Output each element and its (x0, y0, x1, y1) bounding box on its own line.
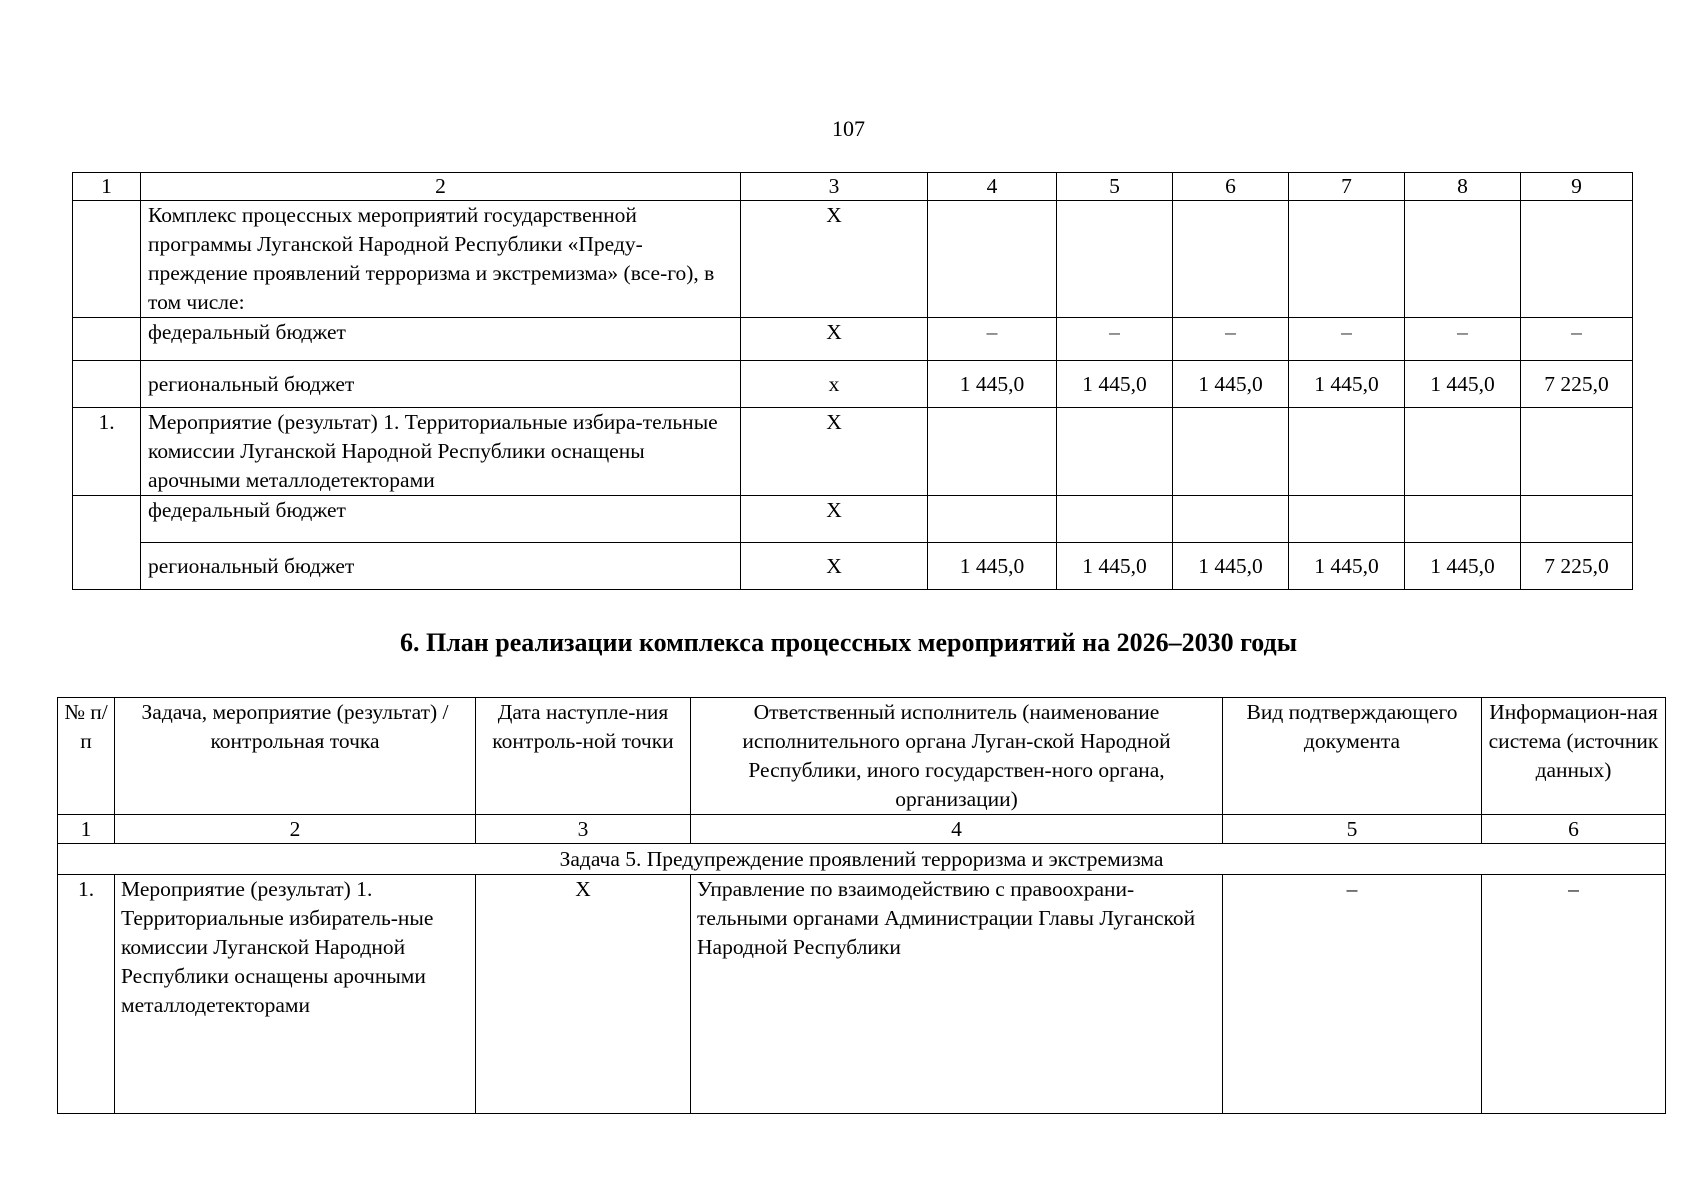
row-name: Комплекс процессных мероприятий государственной программы Луганской Народной Республики «Преду-преждение проявлений терроризма и экстремизма» (все-го), в том числе: (141, 201, 741, 318)
task-title: Задача 5. Предупреждение проявлений терроризма и экстремизма (58, 844, 1666, 875)
item-name: Мероприятие (результат) 1. Территориальные избиратель-ные комиссии Луганской Народной Республики оснащены арочными металлодетекторами (115, 875, 476, 1114)
value-cell (1173, 408, 1289, 496)
value-cell (1521, 201, 1633, 318)
row-name: региональный бюджет (141, 543, 741, 590)
row-name: региональный бюджет (141, 361, 741, 408)
value-cell: 1 445,0 (1289, 543, 1405, 590)
table-header-row (58, 698, 1666, 815)
row-name: Мероприятие (результат) 1. Территориальные избира-тельные комиссии Луганской Народной Республики оснащены арочными металлодетекторами (141, 408, 741, 496)
row-name: федеральный бюджет (141, 318, 741, 361)
value-cell: 1 445,0 (1173, 361, 1289, 408)
value-cell (1405, 201, 1521, 318)
row-col3: X (741, 318, 928, 361)
row-col3: X (741, 496, 928, 543)
value-cell (1289, 408, 1405, 496)
column-number: 1 (58, 815, 115, 844)
value-cell (1173, 496, 1289, 543)
value-cell (928, 201, 1057, 318)
value-cell: – (1521, 318, 1633, 361)
page-number: 107 (832, 116, 865, 141)
row-col3: X (741, 408, 928, 496)
item-number: 1. (58, 875, 115, 1114)
value-cell (1405, 496, 1521, 543)
row-number (73, 201, 141, 318)
header-cell: Информацион-ная система (источник данных) (1482, 698, 1666, 815)
value-cell: 1 445,0 (1405, 361, 1521, 408)
value-cell: 1 445,0 (1057, 361, 1173, 408)
value-cell: – (928, 318, 1057, 361)
row-number: 1. (73, 408, 141, 496)
value-cell (1173, 201, 1289, 318)
row-number (73, 318, 141, 361)
header-cell: 6 (1173, 173, 1289, 201)
task-row (58, 844, 1666, 875)
header-cell: 1 (73, 173, 141, 201)
item-date: X (476, 875, 691, 1114)
value-cell: 7 225,0 (1521, 543, 1633, 590)
value-cell: – (1057, 318, 1173, 361)
value-cell: 1 445,0 (928, 543, 1057, 590)
value-cell: – (1173, 318, 1289, 361)
column-number-row (58, 815, 1666, 844)
header-cell: Вид подтверждающего документа (1223, 698, 1482, 815)
value-cell: – (1289, 318, 1405, 361)
value-cell: 1 445,0 (1405, 543, 1521, 590)
table-row (73, 361, 1633, 408)
value-cell (1521, 496, 1633, 543)
plan-table (57, 697, 1666, 1114)
value-cell: 1 445,0 (1173, 543, 1289, 590)
table-row (58, 875, 1666, 1114)
header-cell: 5 (1057, 173, 1173, 201)
table-header-row (73, 173, 1633, 201)
row-name: федеральный бюджет (141, 496, 741, 543)
value-cell (928, 496, 1057, 543)
row-col3: X (741, 543, 928, 590)
funding-table (72, 172, 1633, 590)
value-cell: 1 445,0 (928, 361, 1057, 408)
header-cell: Дата наступле-ния контроль-ной точки (476, 698, 691, 815)
header-cell: Ответственный исполнитель (наименование исполнительного органа Луган-ской Народной Республики, иного государствен-ного органа, организации) (691, 698, 1223, 815)
row-number (73, 496, 141, 590)
table-row (73, 543, 1633, 590)
table-row (73, 408, 1633, 496)
value-cell (1289, 496, 1405, 543)
column-number: 3 (476, 815, 691, 844)
value-cell (1405, 408, 1521, 496)
row-col3: X (741, 201, 928, 318)
value-cell (1057, 408, 1173, 496)
value-cell (928, 408, 1057, 496)
header-cell: 4 (928, 173, 1057, 201)
header-cell: 8 (1405, 173, 1521, 201)
value-cell (1057, 201, 1173, 318)
header-cell: 3 (741, 173, 928, 201)
value-cell: 1 445,0 (1057, 543, 1173, 590)
header-cell: № п/п (58, 698, 115, 815)
column-number: 6 (1482, 815, 1666, 844)
item-document: – (1223, 875, 1482, 1114)
row-number (73, 361, 141, 408)
item-system: – (1482, 875, 1666, 1114)
header-cell: 9 (1521, 173, 1633, 201)
value-cell: 1 445,0 (1289, 361, 1405, 408)
column-number: 5 (1223, 815, 1482, 844)
row-col3: x (741, 361, 928, 408)
section-title: 6. План реализации комплекса процессных мероприятий на 2026–2030 годы (399, 628, 1298, 657)
value-cell (1521, 408, 1633, 496)
value-cell (1289, 201, 1405, 318)
header-cell: 2 (141, 173, 741, 201)
value-cell: 7 225,0 (1521, 361, 1633, 408)
column-number: 2 (115, 815, 476, 844)
column-number: 4 (691, 815, 1223, 844)
table-row (73, 318, 1633, 361)
item-responsible: Управление по взаимодействию с правоохрани-тельными органами Администрации Главы Луганской Народной Республики (691, 875, 1223, 1114)
header-cell: Задача, мероприятие (результат) / контрольная точка (115, 698, 476, 815)
header-cell: 7 (1289, 173, 1405, 201)
value-cell (1057, 496, 1173, 543)
table-row (73, 201, 1633, 318)
table-row (73, 496, 1633, 543)
value-cell: – (1405, 318, 1521, 361)
